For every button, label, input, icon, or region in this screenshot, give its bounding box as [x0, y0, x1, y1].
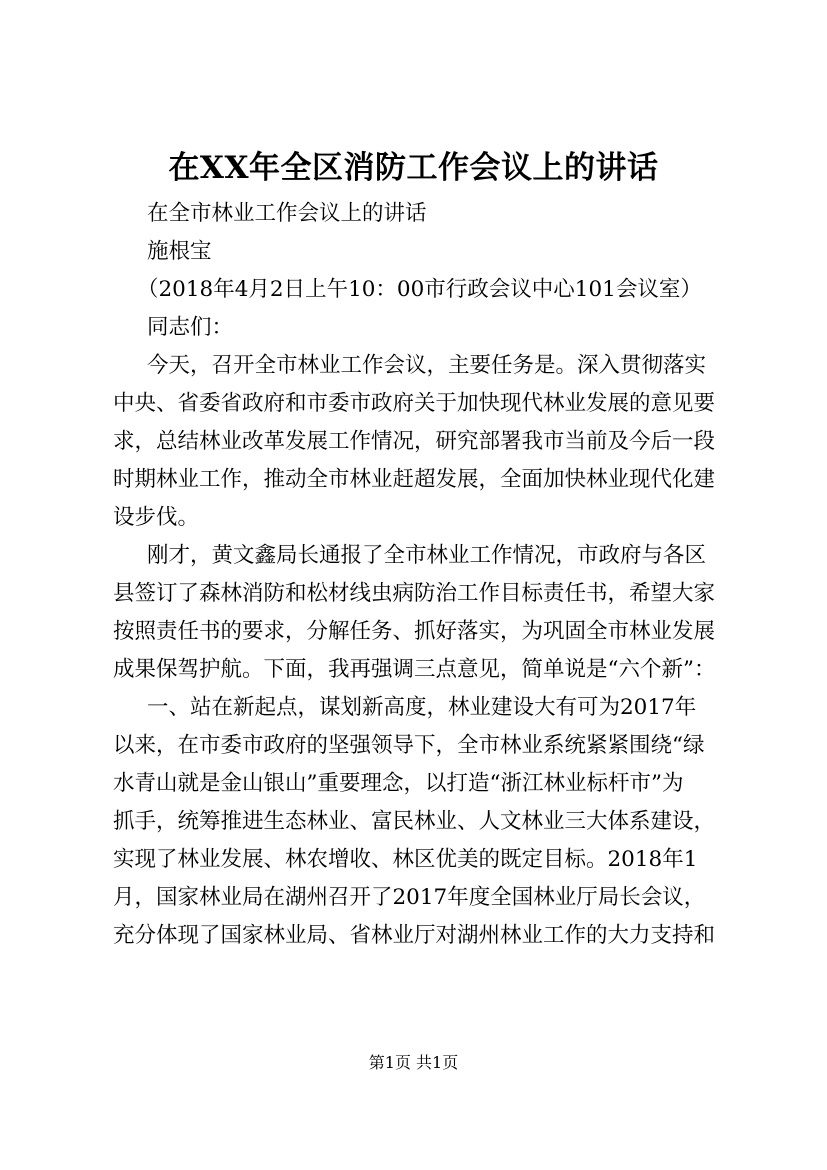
paragraph-line: 成果保驾护航。下面，我再强调三点意见，简单说是“六个新”：	[113, 657, 716, 682]
paragraph-line: 实现了林业发展、林农增收、林区优美的既定目标。2018年1	[113, 847, 698, 872]
paragraph-line: 抓手，统筹推进生态林业、富民林业、人文林业三大体系建设，	[113, 809, 716, 834]
paragraph-line: 按照责任书的要求，分解任务、抓好落实，为巩固全市林业发展	[113, 619, 716, 644]
paragraph-3	[113, 689, 725, 955]
salutation-line: 同志们：	[147, 315, 234, 340]
paragraph-line: 时期林业工作，推动全市林业赶超发展，全面加快林业现代化建	[113, 467, 716, 492]
document-title: 在XX年全区消防工作会议上的讲话	[168, 150, 659, 186]
paragraph-2	[113, 537, 725, 689]
paragraph-line: 以来，在市委市政府的坚强领导下，全市林业系统紧紧围绕“绿	[113, 733, 705, 758]
paragraph-line: 充分体现了国家林业局、省林业厅对湖州林业工作的大力支持和	[113, 923, 716, 948]
paragraph-line: 刚才，黄文鑫局长通报了全市林业工作情况，市政府与各区	[147, 543, 707, 568]
paragraph-line: 县签订了森林消防和松材线虫病防治工作目标责任书，希望大家	[113, 581, 716, 606]
author-line: 施根宝	[147, 239, 212, 264]
paragraph-line: 中央、省委省政府和市委市政府关于加快现代林业发展的意见要	[113, 391, 716, 416]
paragraph-line: 设步伐。	[113, 505, 200, 530]
meeting-info-line: （2018年4月2日上午10：00市行政会议中心101会议室）	[137, 277, 702, 302]
paragraph-line: 今天，召开全市林业工作会议，主要任务是。深入贯彻落实	[147, 353, 707, 378]
paragraph-line: 水青山就是金山银山”重要理念，以打造“浙江林业标杆市”为	[113, 771, 684, 796]
paragraph-line: 求，总结林业改革发展工作情况，研究部署我市当前及今后一段	[113, 429, 716, 454]
page-footer: 第1页 共1页	[368, 1053, 459, 1072]
paragraph-1	[113, 347, 725, 537]
subtitle-line: 在全市林业工作会议上的讲话	[147, 201, 427, 226]
paragraph-line: 月，国家林业局在湖州召开了2017年度全国林业厅局长会议，	[113, 885, 706, 910]
document-body	[113, 195, 725, 955]
paragraph-line: 一、站在新起点，谋划新高度，林业建设大有可为2017年	[147, 695, 697, 720]
